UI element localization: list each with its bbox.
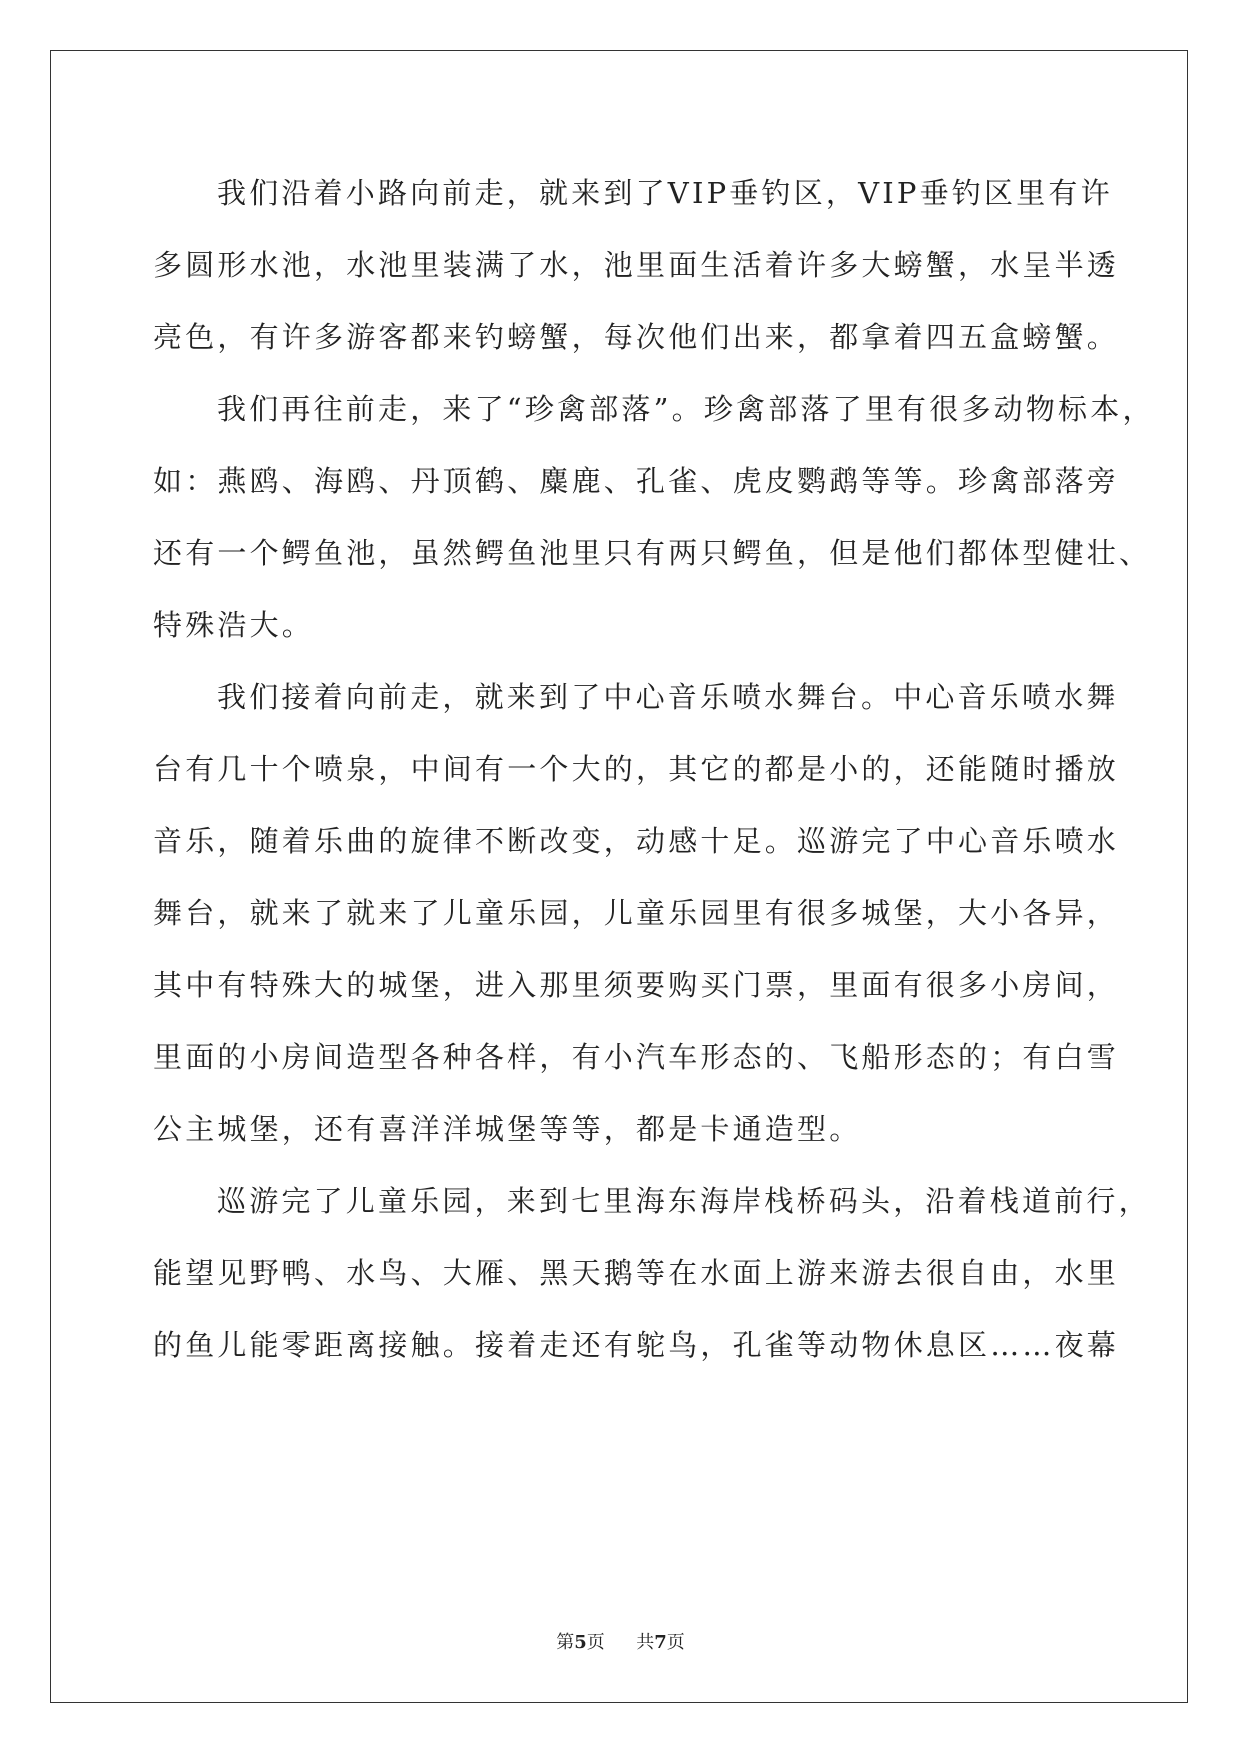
text-line: 里面的小房间造型各种各样，有小汽车形态的、飞船形态的；有白雪 (153, 1040, 1120, 1074)
page-number: 第5页 (556, 1632, 605, 1653)
text-line: 音乐，随着乐曲的旋律不断改变，动感十足。巡游完了中心音乐喷水 (153, 824, 1120, 858)
text-line: 巡游完了儿童乐园，来到七里海东海岸栈桥码头，沿着栈道前行， (217, 1184, 1151, 1218)
document-body (153, 157, 1155, 1381)
text-line: 台有几十个喷泉，中间有一个大的，其它的都是小的，还能随时播放 (153, 752, 1120, 786)
text-line: 我们沿着小路向前走，就来到了VIP垂钓区，VIP垂钓区里有许 (217, 176, 1113, 210)
page-footer (0, 1628, 1241, 1654)
text-line: 我们再往前走，来了“珍禽部落”。珍禽部落了里有很多动物标本， (217, 392, 1155, 426)
text-line: 还有一个鳄鱼池，虽然鳄鱼池里只有两只鳄鱼，但是他们都体型健壮、 (153, 536, 1152, 570)
text-line: 的鱼儿能零距离接触。接着走还有鸵鸟，孔雀等动物休息区……夜幕 (153, 1328, 1120, 1362)
text-line: 公主城堡，还有喜洋洋城堡等等，都是卡通造型。 (153, 1112, 862, 1146)
text-line: 舞台，就来了就来了儿童乐园，儿童乐园里有很多城堡，大小各异， (153, 896, 1120, 930)
text-line: 特殊浩大。 (153, 608, 315, 642)
text-line: 我们接着向前走，就来到了中心音乐喷水舞台。中心音乐喷水舞 (217, 680, 1119, 714)
page-total: 共7页 (636, 1632, 685, 1653)
text-line: 亮色，有许多游客都来钓螃蟹，每次他们出来，都拿着四五盒螃蟹。 (153, 320, 1120, 354)
text-line: 能望见野鸭、水鸟、大雁、黑天鹅等在水面上游来游去很自由，水里 (153, 1256, 1120, 1290)
text-line: 其中有特殊大的城堡，进入那里须要购买门票，里面有很多小房间， (153, 968, 1120, 1002)
text-line: 多圆形水池，水池里装满了水，池里面生活着许多大螃蟹，水呈半透 (153, 248, 1120, 282)
text-line: 如：燕鸥、海鸥、丹顶鹤、麋鹿、孔雀、虎皮鹦鹉等等。珍禽部落旁 (153, 464, 1120, 498)
